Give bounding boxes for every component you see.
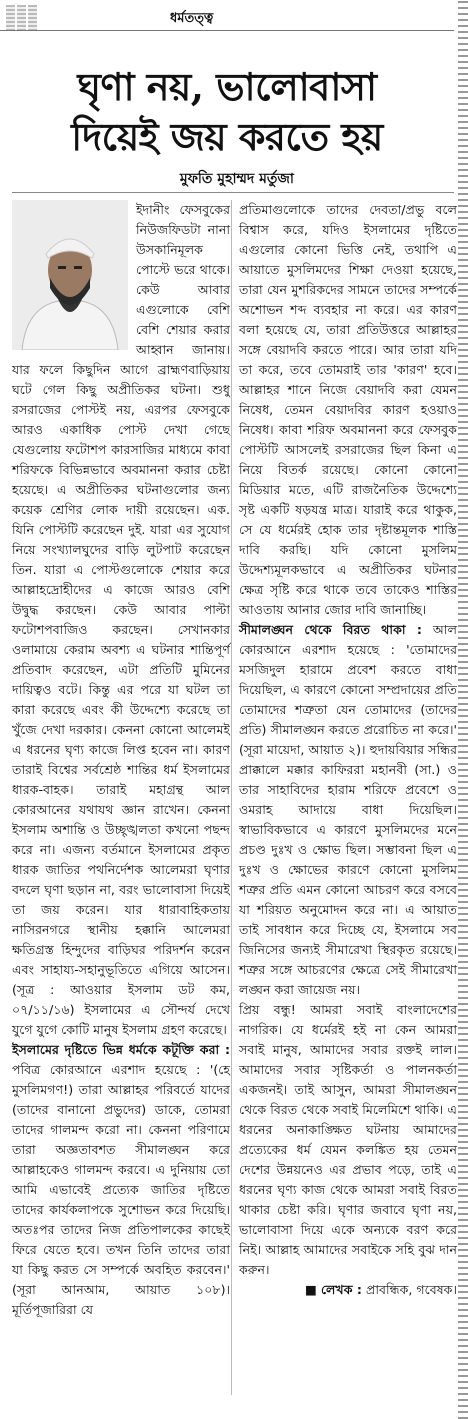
author-label: লেখক : [320, 1282, 362, 1297]
byline: মুফতি মুহাম্মদ মর্তুজা [179, 171, 294, 187]
idols-paragraph: প্রতিমাগুলোকে তাদের দেবতা/প্রভু বলে বিশ্বাস করে, যদিও ইসলামের দৃষ্টিতে এগুলোর কোনো ভিত্তি নেই, তথাপি এ আয়াতে মুসলিমদের শিক্ষা দেওয়া হয়েছে, তারা যেন মুশরিকদের সামনে তাদের সম্পর্কে অশোভন শব্দ ব্যবহার না করে। এর কারণ বলা হয়েছে যে, তারা প্রতিউত্তরে আল্লাহর সঙ্গে বেয়াদবি করতে পারে। আর তারা যদি তা করে, তবে তোমরাই তার 'কারণ' হবে। আল্লাহর শানে নিজে বেয়াদবি করা যেমন নিষেধ, তেমন বেয়াদবির কারণ হওয়াও নিষেধ। কাবা শরিফ অবমাননা করে ফেসবুক পোস্টটি আসলেই রসরাজের ছিল কিনা এ নিয়ে বিতর্ক রয়েছে। কোনো কোনো মিডিয়ার মতে, এটি রাজনৈতিক উদ্দেশ্যে সৃষ্ট একটি ষড়যন্ত্র মাত্র। যারাই করে থাকুক, সে যে ধর্মেরই হোক তার দৃষ্টান্তমূলক শাস্তি দাবি করছি। যদি কোনো মুসলিম উদ্দেশ্যমূলকভাবে এ অপ্রীতিকর ঘটনার ক্ষেত্র সৃষ্টি করে থাকে তবে তাকেও শাস্তির আওতায় আনার জোর দাবি জানাচ্ছি। [239, 202, 457, 617]
column-divider [231, 200, 232, 1395]
headline-line-1: ঘৃণা নয়, ভালোবাসা [77, 64, 377, 109]
author-portrait-icon [12, 200, 128, 350]
section-label: ধর্মতত্ত্ব [170, 11, 214, 26]
page-header [0, 0, 468, 36]
author-photo [12, 200, 128, 350]
headline-line-2: দিয়েই জয় করতে হয় [71, 114, 383, 159]
closing-paragraph: প্রিয় বন্ধু! আমরা সবাই বাংলাদেশের নাগরিক। যে ধর্মেরই হই না কেন আমরা সবাই মানুষ, আমাদের সবার রক্তই লাল। আমাদের সবার সৃষ্টিকর্তা ও পালনকর্তা একজনই। তাই আসুন, আমরা সীমালঙ্ঘন থেকে বিরত থেকে সবাই মিলেমিশে থাকি। এ ধরনের অনাকাঙ্ক্ষিত ঘটনায় আমাদের প্রত্যেকের ধর্ম যেমন কলঙ্কিত হয় তেমন দেশের উন্নয়নেও এর প্রভাব পড়ে, তাই এ ধরনের ঘৃণ্য কাজ থেকে আমরা সবাই বিরত থাকার চেষ্টা করি। ঘৃণার জবাবে ঘৃণা নয়, ভালোবাসা দিয়ে একে অন্যকে বরণ করে নিই। আল্লাহ আমাদের সবাইকে সহি বুঝ দান করুন। [239, 1002, 457, 1277]
headline [0, 62, 454, 162]
subhead-criticism: ইসলামের দৃষ্টিতে ভিন্ন ধর্মকে কটূক্তি করা : [12, 1042, 230, 1057]
author-note [239, 1280, 457, 1300]
subhead-transgression: সীমালঙ্ঘন থেকে বিরত থাকা : [239, 622, 422, 637]
author-description: প্রাবন্ধিক, গবেষক। [365, 1282, 457, 1297]
left-column [12, 200, 230, 1320]
transgression-paragraph [239, 620, 457, 1000]
byline-rule [12, 192, 454, 193]
author-bullet-icon: ■ [305, 1282, 317, 1297]
right-column [239, 200, 457, 1300]
header-rule [0, 30, 454, 31]
quran-paragraph [12, 1040, 230, 1320]
page-edge-pattern [458, 0, 468, 1419]
criticism-text: পবিত্র কোরআনে এরশাদ হয়েছে : '(হে মুসলিমগণ!) তারা আল্লাহর পরিবর্তে যাদের (তাদের বানানো প্রভুদের) ডাকে, তোমরা তাদের গালমন্দ করো না। কেননা পরিণামে তারা অজ্ঞতাবশত সীমালঙ্ঘন করে আল্লাহকেও গালমন্দ করবে। এ দুনিয়ায় তো আমি এভাবেই প্রত্যেক জাতির দৃষ্টিতে তাদের কার্যকলাপকে সুশোভন করে দিয়েছি। অতঃপর তাদের নিজ প্রতিপালকের কাছেই ফিরে যেতে হবে। তখন তিনি তাদের তারা যা কিছু করত সে সম্পর্কে অবহিত করবেন।' (সূরা আনআম, আয়াত ১০৮)। মূর্তিপূজারিরা যে [12, 1062, 230, 1317]
transgression-text: আল কোরআনে এরশাদ হয়েছে : 'তোমাদের মসজিদুল হারামে প্রবেশ করতে বাধা দিয়েছিল, এ কারণে কোনো সম্প্রদায়ের প্রতি তোমাদের শত্রুতা যেন তোমাদের (তাদের প্রতি) সীমালঙ্ঘন করতে প্ররোচিত না করে।' (সূরা মায়েদা, আয়াত ২)। হুদায়বিয়ার সন্ধির প্রাক্কালে মক্কার কাফিররা মহানবী (সা.) ও তার সাহাবিদের হারাম শরিফে প্রবেশে ও ওমরাহ আদায়ে বাধা দিয়েছিল। স্বাভাবিকভাবে এ কারণে মুসলিমদের মনে প্রচণ্ড দুঃখ ও ক্ষোভ ছিল। সম্ভাবনা ছিল এ দুঃখ ও ক্ষোভের কারণে কোনো মুসলিম শত্রুর প্রতি এমন কোনো আচরণ করে বসবে যা শরিয়ত অনুমোদন করে না। এ আয়াত তাই সাবধান করে দিচ্ছে যে, ইসলামে সব জিনিসের জন্যই সীমারেখা স্থিরকৃত রয়েছে। শত্রুর সঙ্গে আচরণের ক্ষেত্রে সেই সীমারেখা লঙ্ঘন করা জায়েজ নয়। [239, 622, 457, 997]
masthead-logo [6, 5, 40, 31]
intro-paragraph: ইদানীং ফেসবুকের নিউজফিডটা নানা উসকানিমূলক পোস্টে ভরে থাকে। কেউ আবার এগুলোকে বেশি বেশি শেয়ার করার আহ্বান জানায়। যার ফলে কিছুদিন আগে ব্রাহ্মণবাড়িয়ায় ঘটে গেল কিছু অপ্রীতিকর ঘটনা। শুধু রসরাজের পোস্টই নয়, এরপর ফেসবুকে আরও একাধিক পোস্ট দেখা গেছে যেগুলোয় ফটোশপ কারসাজির মাধ্যমে কাবা শরিফকে বিভিন্নভাবে অবমাননা করার চেষ্টা হয়েছে। এ অপ্রীতিকর ঘটনাগুলোর জন্য কয়েক শ্রেণির লোক দায়ী রয়েছেন। এক. যিনি পোস্টটি করেছেন দুই. যারা এর সুযোগ নিয়ে সংখ্যালঘুদের বাড়ি লুটপাট করেছেন তিন. যারা এ পোস্টগুলোকে শেয়ার করে আল্লাহদ্রোহীদের এ কাজে আরও বেশি উদ্বুদ্ধ করছেন। কেউ আবার পাল্টা ফটোশপবাজিও করছেন। সেখানকার ওলামায়ে কেরাম অবশ্য এ ঘটনার শান্তিপূর্ণ প্রতিবাদ করেছেন, এটা প্রতিটি মুমিনের দায়িত্বও বটে। কিন্তু এর পরে যা ঘটল তা কারা করেছে এবং কী উদ্দেশ্যে করেছে তা খুঁজে দেখা দরকার। কেননা কোনো আলেমই এ ধরনের ঘৃণ্য কাজে লিপ্ত হবেন না। কারণ তারাই বিশ্বের সর্বশ্রেষ্ঠ শান্তির ধর্ম ইসলামের ধারক-বাহক। তারাই মহাগ্রন্থ আল কোরআনের যথাযথ জ্ঞান রাখেন। কেননা ইসলাম অশান্তি ও উচ্ছৃঙ্খলতা কখনো পছন্দ করে না। এজন্য বর্তমানে ইসলামের প্রকৃত ধারক জাতির পথনির্দেশক আলেমরা ঘৃণার বদলে ঘৃণা ছড়ান না, বরং ভালোবাসা দিয়েই তা জয় করেন। যার ধারাবাহিকতায় নাসিরনগরে স্থানীয় হক্কানি আলেমরা ক্ষতিগ্রস্ত হিন্দুদের বাড়িঘর পরিদর্শন করেন এবং সাহায্য-সহানুভূতিতে এগিয়ে আসেন। (সূত্র : আওয়ার ইসলাম ডট কম, ০৭/১১/১৬) ইসলামের এ সৌন্দর্য দেখে যুগে যুগে কোটি মানুষ ইসলাম গ্রহণ করেছে। [12, 202, 230, 1037]
